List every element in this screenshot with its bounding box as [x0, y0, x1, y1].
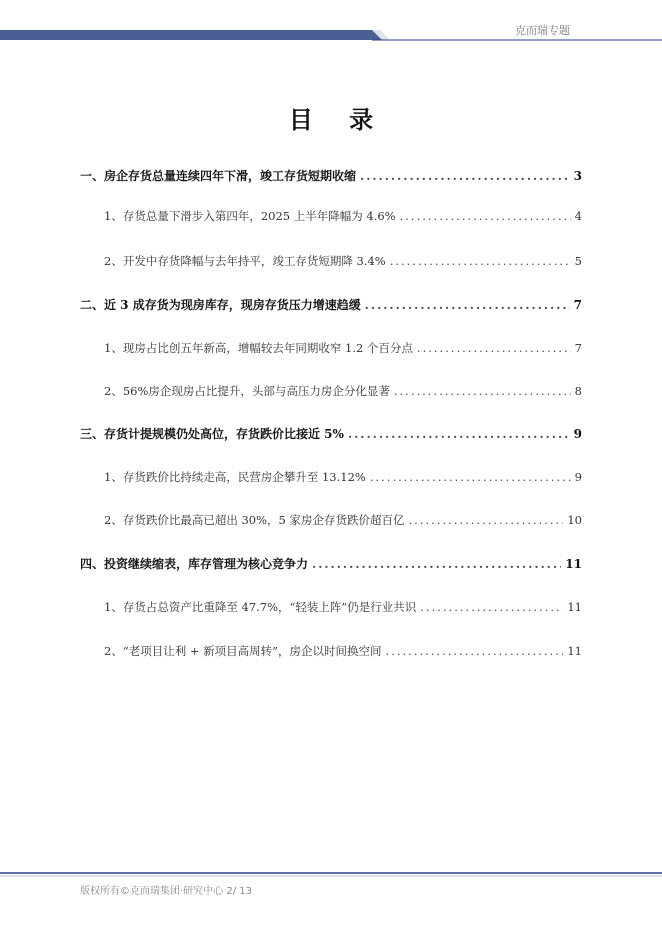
toc-entry-1-1[interactable] — [104, 206, 582, 226]
toc-entry-1-2[interactable] — [104, 251, 582, 271]
toc-entry-text: 2、“老项目让利 + 新项目高周转”，房企以时间换空间 — [104, 644, 382, 658]
toc-leader-dots — [386, 641, 564, 661]
toc-entry-text: 三、存货计提规模仍处高位，存货跌价比接近 5% — [80, 427, 344, 441]
footer-rule — [0, 872, 662, 878]
toc-leader-dots — [365, 295, 570, 315]
footer-copyright: 版权所有©克而瑞集团·研究中心 2/ 13 — [80, 886, 252, 897]
toc-entry-text: 1、现房占比创五年新高，增幅较去年同期收窄 1.2 个百分点 — [104, 341, 413, 355]
toc-leader-dots — [312, 554, 561, 574]
toc-page-number: 7 — [573, 298, 582, 312]
toc-leader-dots — [409, 510, 564, 530]
toc-entry-2-2[interactable] — [104, 381, 582, 401]
toc-entry-3-2[interactable] — [104, 510, 582, 530]
header-label: 克而瑞专题 — [515, 24, 570, 37]
toc-entry-2-1[interactable] — [104, 338, 582, 358]
toc-entry-2[interactable] — [80, 295, 582, 315]
toc-entry-text: 2、存货跌价比最高已超出 30%，5 家房企存货跌价超百亿 — [104, 513, 405, 527]
toc-entry-text: 1、存货跌价比持续走高，民营房企攀升至 13.12% — [104, 470, 366, 484]
toc-entry-4-2[interactable] — [104, 641, 582, 661]
toc-leader-dots — [370, 467, 571, 487]
page-title: 目 录 — [288, 105, 388, 134]
toc-page-number: 11 — [565, 557, 582, 571]
toc-page-number: 11 — [567, 600, 582, 614]
toc-page-number: 3 — [573, 169, 582, 183]
toc-leader-dots — [360, 166, 570, 186]
header-light-bar — [0, 30, 390, 40]
toc-leader-dots — [394, 381, 571, 401]
toc-entry-4-1[interactable] — [104, 597, 582, 617]
toc-leader-dots — [348, 424, 570, 444]
toc-leader-dots — [420, 597, 563, 617]
toc-page-number: 4 — [574, 209, 582, 223]
toc-page-number: 5 — [574, 254, 582, 268]
toc-page-number: 9 — [573, 427, 582, 441]
toc-entry-text: 2、开发中存货降幅与去年持平，竣工存货短期降 3.4% — [104, 254, 386, 268]
toc-page-number: 8 — [574, 384, 582, 398]
toc-entry-text: 1、存货占总资产比重降至 47.7%，“轻装上阵”仍是行业共识 — [104, 600, 417, 614]
toc-entry-text: 四、投资继续缩表，库存管理为核心竞争力 — [80, 557, 309, 571]
toc-page-number: 9 — [574, 470, 582, 484]
toc-page-number: 7 — [574, 341, 582, 355]
toc-page-number: 10 — [567, 513, 582, 527]
toc-entry-3[interactable] — [80, 424, 582, 444]
toc-entry-text: 2、56%房企现房占比提升，头部与高压力房企分化显著 — [104, 384, 390, 398]
toc-entry-1[interactable] — [80, 166, 582, 186]
toc-entry-3-1[interactable] — [104, 467, 582, 487]
toc-entry-4[interactable] — [80, 554, 582, 574]
toc-leader-dots — [390, 251, 571, 271]
toc-entry-text: 二、近 3 成存货为现房库存，现房存货压力增速趋缓 — [80, 298, 361, 312]
toc-leader-dots — [417, 338, 571, 358]
toc-entry-text: 1、存货总量下滑步入第四年，2025 上半年降幅为 4.6% — [104, 209, 396, 223]
toc-leader-dots — [400, 206, 571, 226]
toc-page-number: 11 — [567, 644, 582, 658]
toc-entry-text: 一、房企存货总量连续四年下滑，竣工存货短期收缩 — [80, 169, 357, 183]
